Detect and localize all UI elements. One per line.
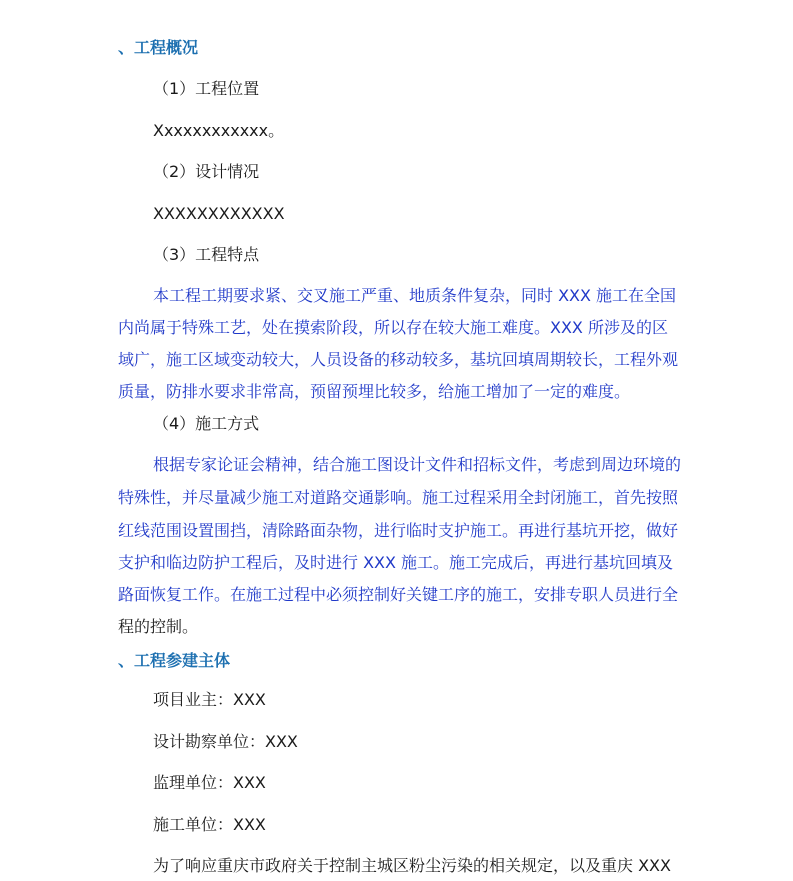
method-line-1: 根据专家论证会精神，结合施工图设计文件和招标文件，考虑到周边环境的 <box>153 455 682 474</box>
participant-contractor: 施工单位：XXX <box>153 815 266 834</box>
features-line-1: 本工程工期要求紧、交叉施工严重、地质条件复杂，同时 XXX 施工在全国 <box>153 286 677 305</box>
features-line-3: 域广，施工区域变动较大，人员设备的移动较多，基坑回填周期较长，工程外观 <box>118 350 679 369</box>
participant-design-survey: 设计勘察单位：XXX <box>153 732 298 751</box>
features-line-4: 质量，防排水要求非常高，预留预埋比较多，给施工增加了一定的难度。 <box>118 382 631 401</box>
method-line-5: 路面恢复工作。在施工过程中必须控制好关键工序的施工，安排专职人员进行全 <box>118 585 679 604</box>
trailing-paragraph-line: 为了响应重庆市政府关于控制主城区粉尘污染的相关规定，以及重庆 XXX <box>153 856 671 875</box>
method-line-3: 红线范围设置围挡，清除路面杂物，进行临时支护施工。再进行基坑开挖，做好 <box>118 521 679 540</box>
participant-owner: 项目业主：XXX <box>153 690 266 709</box>
participant-supervisor: 监理单位：XXX <box>153 773 266 792</box>
section-title-participants: 、工程参建主体 <box>118 651 231 670</box>
subheading-features: （3）工程特点 <box>153 245 260 264</box>
section-title-project-overview: 、工程概况 <box>118 38 199 57</box>
project-location-text: Xxxxxxxxxxxx。 <box>153 121 285 140</box>
subheading-project-location: （1）工程位置 <box>153 79 260 98</box>
features-line-2: 内尚属于特殊工艺，处在摸索阶段，所以存在较大施工难度。XXX 所涉及的区 <box>118 318 668 337</box>
method-line-4: 支护和临边防护工程后，及时进行 XXX 施工。施工完成后，再进行基坑回填及 <box>118 553 674 572</box>
subheading-design: （2）设计情况 <box>153 162 260 181</box>
method-line-6: 程的控制。 <box>118 617 199 636</box>
subheading-construction-method: （4）施工方式 <box>153 414 260 433</box>
design-text: XXXXXXXXXXXX <box>153 204 285 223</box>
method-line-2: 特殊性，并尽量减少施工对道路交通影响。施工过程采用全封闭施工，首先按照 <box>118 488 679 507</box>
